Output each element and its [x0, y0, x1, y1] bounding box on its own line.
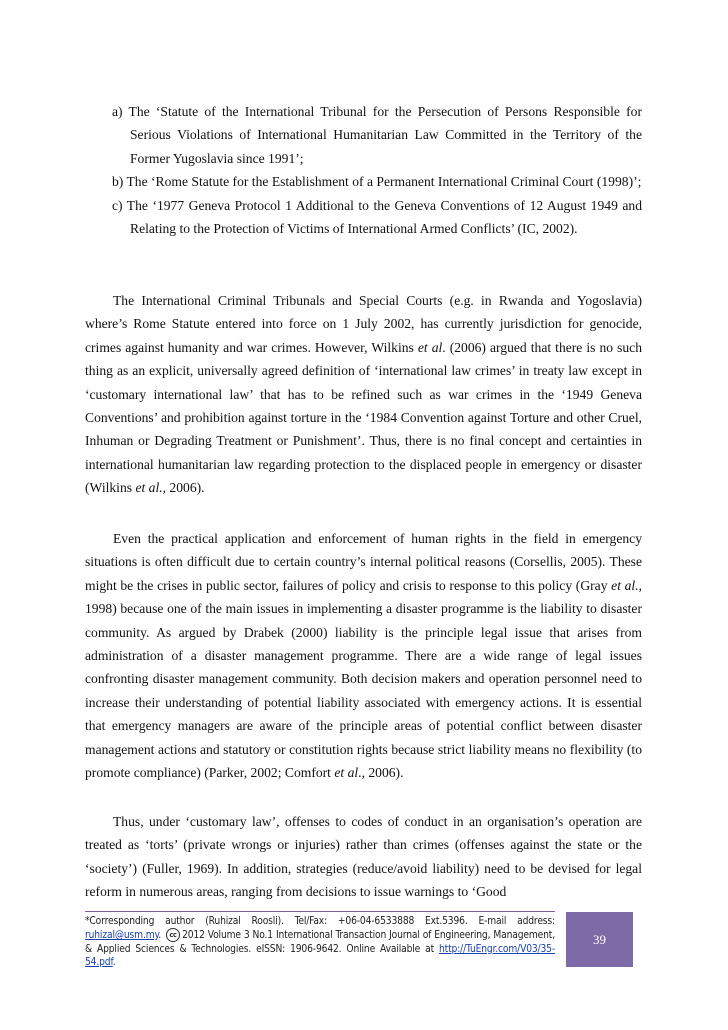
creative-commons-icon: cc: [166, 928, 180, 942]
paragraph-text: Thus, under ‘customary law’, offenses to codes of conduct in an organisation’s operation are treated as ‘torts’ (private wrongs or injuries) rather than crimes (offenses against the state or the ‘society’) (Fuller, 1969). In addition, strategies (reduce/avoid liability) need to be devised for legal reform in numerous areas, ranging from decisions to issue warnings to ‘Good: [85, 814, 642, 900]
corresponding-author-line: *Corresponding author (Ruhizal Roosli). Tel/Fax: +06-04-6533888 Ext.5396. E-mail address:: [85, 916, 555, 927]
email-link[interactable]: ruhizal@usm.my: [85, 930, 159, 942]
italic-et-al: et al: [334, 765, 359, 781]
footer-note: *Corresponding author (Ruhizal Roosli). Tel/Fax: +06-04-6533888 Ext.5396. E-mail address: ruhizal@usm.my. cc 2012 Volume 3 No.1 International Transaction Journal of Engineering, Management, & Applied Sciences & Technologies. eISSN: 1906-9642. Online Available at http://TuEngr.com/V03/35-54.pdf.: [85, 916, 556, 968]
paragraph-3: [85, 810, 642, 904]
list-item: a) The ‘Statute of the International Tribunal for the Persecution of Persons Responsible for Serious Violations of International Humanitarian Law Committed in the Territory of the Former Yugoslavia since 1991’;: [112, 104, 642, 166]
text-run: , 2006).: [162, 480, 205, 496]
statute-list: [112, 100, 642, 240]
paragraph-2: [85, 527, 642, 784]
italic-et-al: et al.: [135, 480, 163, 496]
paragraph-1: [85, 289, 642, 500]
page-number-badge: [566, 912, 633, 967]
journal-citation: 2012 Volume 3 No.1 International Transaction Journal of Engineering, Management, & Applied Sciences & Technologies. eISSN: 1906-9642. Online Available at: [85, 930, 555, 955]
list-item: c) The ‘1977 Geneva Protocol 1 Additional to the Geneva Conventions of 12 August 1949 and Relating to the Protection of Victims of International Armed Conflicts’ (IC, 2002).: [112, 197, 642, 237]
article-url-link[interactable]: http://TuEngr.com/V03/35-54.pdf: [85, 943, 556, 968]
list-item: b) The ‘Rome Statute for the Establishment of a Permanent International Criminal Court (1998)’;: [112, 174, 642, 190]
footer-divider: [85, 911, 555, 912]
text-run: The International Criminal Tribunals and Special Courts (e.g. in Rwanda and Yogoslavia) where’s Rome Statute entered into force on 1 July 2002, has currently jurisdiction for genocide, crimes against humanity and war crimes. However, Wilkins: [85, 293, 642, 355]
page-number: 39: [593, 931, 606, 947]
text-run: . (2006) argued that there is no such thing as an explicit, universally agreed definition of ‘international law crimes’ in treaty law except in ‘customary international law’ that has to be refined such as war crimes in the ‘1949 Geneva Conventions’ and prohibition against torture in the ‘1984 Convention against Torture and other Cruel, Inhuman or Degrading Treatment or Punishment’. Thus, there is no final concept and certainties in international humanitarian law regarding protection to the displaced people in emergency or disaster (Wilkins: [85, 339, 642, 496]
text-run: ., 2006).: [358, 765, 404, 781]
italic-et-al: et al: [417, 339, 443, 355]
italic-et-al: et al.: [611, 577, 639, 593]
text-run: , 1998) because one of the main issues in implementing a disaster programme is the liability to disaster community. As argued by Drabek (2000) liability is the principle legal issue that arises from administration of a disaster management programme. There are a wide range of legal issues confronting disaster management community. Both decision makers and operation personnel need to increase their understanding of potential liability associated with emergency actions. It is essential that emergency managers are aware of the principle areas of potential conflict between disaster management actions and statutory or constitution rights because strict liability means no flexibility (to promote compliance) (Parker, 2002; Comfort: [85, 577, 642, 781]
text-run: Even the practical application and enforcement of human rights in the field in emergency situations is often difficult due to certain country’s internal political reasons (Corsellis, 2005). These might be the crises in public sector, failures of policy and crisis to response to this policy (Gray: [85, 531, 642, 593]
